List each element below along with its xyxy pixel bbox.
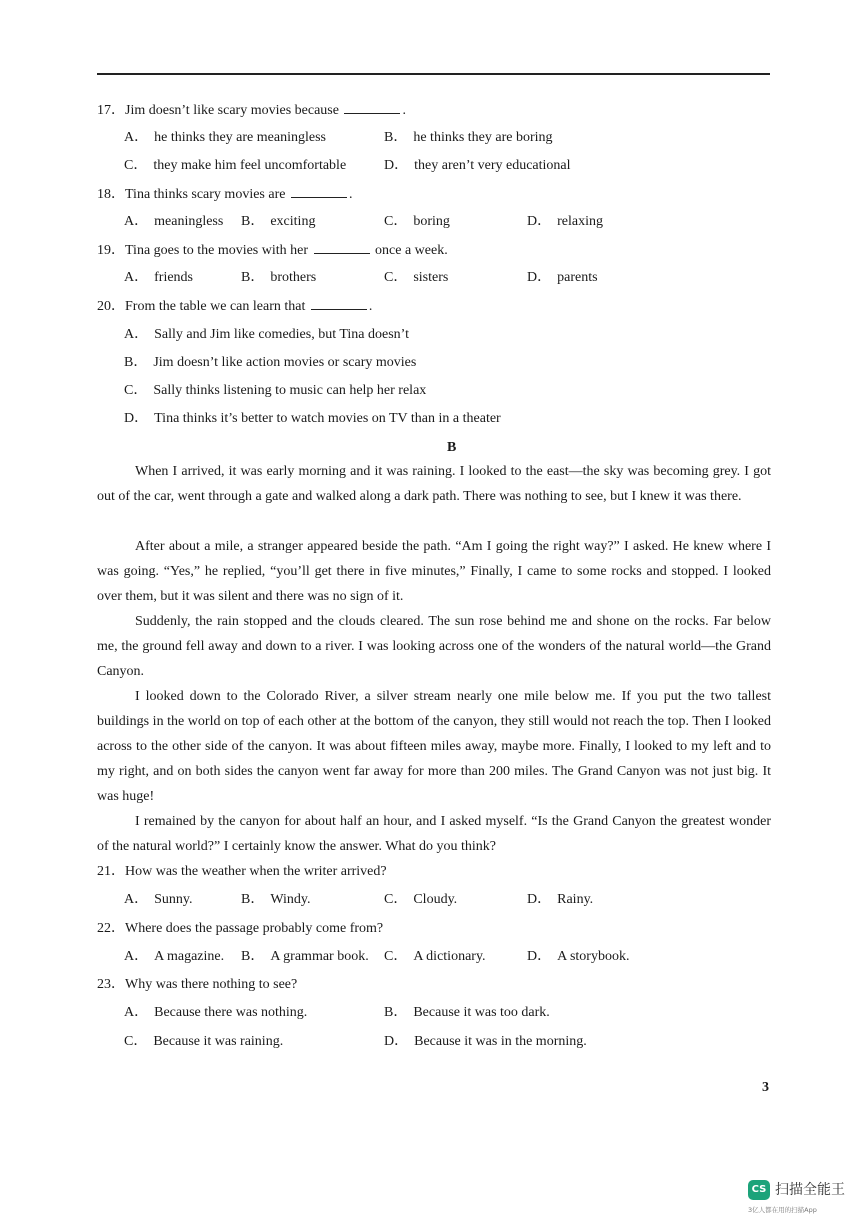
question-22: 22．Where does the passage probably come from?	[97, 921, 384, 936]
option-19-c: C． sisters	[384, 270, 449, 285]
header-rule	[97, 73, 770, 75]
option-22-c: C． A dictionary.	[384, 949, 486, 964]
option-21-b: B． Windy.	[241, 892, 311, 907]
option-22-b: B． A grammar book.	[241, 949, 369, 964]
option-23-c: C． Because it was raining.	[124, 1034, 284, 1049]
option-17-d: D． they aren’t very educational	[384, 158, 571, 173]
option-18-d: D． relaxing	[527, 214, 603, 229]
option-20-d: D． Tina thinks it’s better to watch movies on TV than in a theater	[124, 411, 501, 426]
passage-paragraph-4: I looked down to the Colorado River, a silver stream nearly one mile below me. If you put the two tallest buildings in the world on top of each other at the bottom of the canyon, they still would not reach the top. Then I looked across to the other side of the canyon. It was about fifteen miles away, maybe more. Finally, I looked to my left and to my right, and on both sides the canyon went far away for more than 200 miles. The Grand Canyon was not just big. It was huge!	[97, 689, 771, 804]
option-22-a: A． A magazine.	[124, 949, 225, 964]
section-heading: B	[447, 440, 457, 455]
scanner-watermark	[748, 1178, 858, 1218]
watermark-subtitle: 3亿人都在用的扫描App	[748, 1206, 817, 1214]
option-23-b: B． Because it was too dark.	[384, 1005, 550, 1020]
option-20-a: A． Sally and Jim like comedies, but Tina doesn’t	[124, 327, 409, 342]
option-19-a: A． friends	[124, 270, 194, 285]
passage-paragraph-5: I remained by the canyon for about half an hour, and I asked myself. “Is the Grand Canyon the greatest wonder of the natural world?” I certainly know the answer. What do you think?	[97, 814, 771, 854]
answer-blank	[344, 101, 400, 114]
option-21-d: D． Rainy.	[527, 892, 594, 907]
option-19-b: B． brothers	[241, 270, 317, 285]
option-17-b: B． he thinks they are boring	[384, 130, 553, 145]
camscanner-logo-icon: CS	[748, 1180, 770, 1200]
question-23: 23．Why was there nothing to see?	[97, 977, 298, 992]
option-19-d: D． parents	[527, 270, 598, 285]
option-21-a: A． Sunny.	[124, 892, 193, 907]
watermark-title: 扫描全能王	[775, 1182, 845, 1198]
passage-paragraph-1: When I arrived, it was early morning and it was raining. I looked to the east—the sky was becoming grey. I got out of the car, went through a gate and walked along a dark path. There was nothing to see, but I knew it was there.	[97, 464, 771, 504]
question-18: 18．Tina thinks scary movies are .	[97, 187, 353, 202]
option-23-a: A． Because there was nothing.	[124, 1005, 308, 1020]
passage-paragraph-3: Suddenly, the rain stopped and the clouds cleared. The sun rose behind me and shone on the rocks. Far below me, the ground fell away and down to a river. I was looking across one of the wonders of the natural world—the Grand Canyon.	[97, 614, 771, 679]
option-17-c: C． they make him feel uncomfortable	[124, 158, 347, 173]
option-17-a: A． he thinks they are meaningless	[124, 130, 326, 145]
question-17: 17．Jim doesn’t like scary movies because .	[97, 103, 406, 118]
answer-blank	[291, 185, 347, 198]
question-21: 21．How was the weather when the writer arrived?	[97, 864, 387, 879]
question-20: 20．From the table we can learn that .	[97, 299, 373, 314]
option-23-d: D． Because it was in the morning.	[384, 1034, 587, 1049]
option-21-c: C． Cloudy.	[384, 892, 458, 907]
answer-blank	[314, 241, 370, 254]
option-18-c: C． boring	[384, 214, 450, 229]
option-18-a: A． meaningless	[124, 214, 224, 229]
option-20-c: C． Sally thinks listening to music can help her relax	[124, 383, 427, 398]
option-22-d: D． A storybook.	[527, 949, 630, 964]
answer-blank	[311, 297, 367, 310]
passage-paragraph-2: After about a mile, a stranger appeared beside the path. “Am I going the right way?” I asked. He knew where I was going. “Yes,” he replied, “you’ll get there in five minutes,” Finally, I came to some rocks and stopped. I looked over them, but it was silent and there was no sign of it.	[97, 539, 771, 604]
option-20-b: B． Jim doesn’t like action movies or scary movies	[124, 355, 417, 370]
page-number: 3	[762, 1080, 769, 1095]
option-18-b: B． exciting	[241, 214, 316, 229]
question-19: 19．Tina goes to the movies with her once a week.	[97, 243, 448, 258]
